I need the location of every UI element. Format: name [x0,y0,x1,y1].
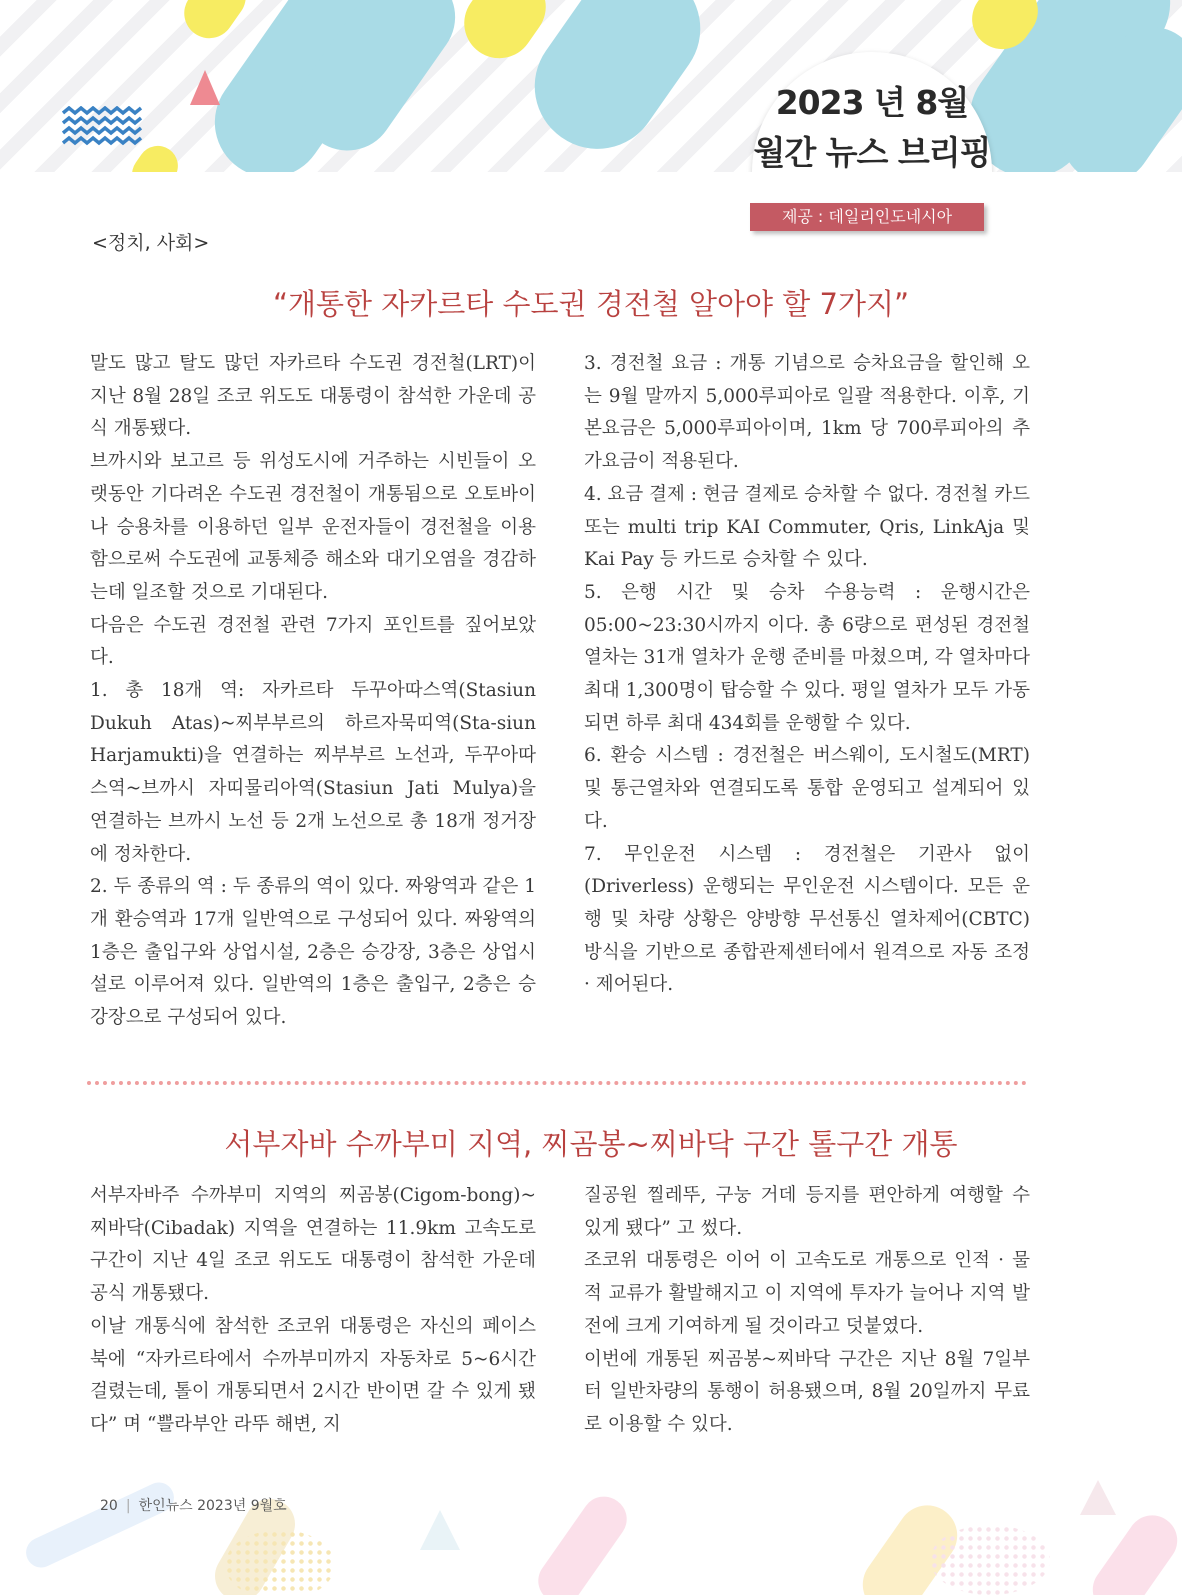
triangle-icon [420,1510,460,1550]
footer-decoration [0,1470,1182,1595]
credit-badge: 제공 : 데일리인도네시아 [750,203,984,231]
page-footer [100,1495,287,1515]
page-title-line2: 월간 뉴스 브리핑 [753,133,991,172]
footer-separator: | [125,1498,131,1514]
decorative-blob [510,0,724,172]
decorative-blob [174,0,255,48]
page-title [752,78,992,178]
decorative-blob [1083,1506,1182,1595]
wave-pattern-icon [62,106,144,152]
article1-right-column [584,348,1030,1002]
paragraph: 말도 많고 탈도 많던 자카르타 수도권 경전철(LRT)이 지난 8월 28일 조코 위도도 대통령이 참석한 가운데 공식 개통됐다. [90,353,536,440]
paragraph: 서부자바주 수까부미 지역의 찌곰봉(Cigom-bong)~찌바닥(Cibadak) 지역을 연결하는 11.9km 고속도로 구간이 지난 4일 조코 위도도 대통령이 참석한 가운데 공식 개통됐다. [90,1185,536,1305]
paragraph: 이번에 개통된 찌곰봉~찌바닥 구간은 지난 8월 7일부터 일반차량의 통행이 허용됐으며, 8월 20일까지 무료로 이용할 수 있다. [584,1348,1030,1435]
paragraph: 6. 환승 시스템 : 경전철은 버스웨이, 도시철도(MRT) 및 통근열차와 연결되도록 통합 운영되고 설계되어 있다. [584,745,1030,832]
paragraph: 다음은 수도권 경전철 관련 7가지 포인트를 짚어보았다. [90,614,536,669]
paragraph: 7. 무인운전 시스템 : 경전철은 기관사 없이(Driverless) 운행되는 무인운전 시스템이다. 모든 운행 및 차량 상황은 양방향 무선통신 열차제어(CBTC) 방식을 기반으로 종합관제센터에서 원격으로 자동 조정 · 제어된다. [584,843,1030,996]
dotted-divider [87,1081,1027,1085]
decorative-blob [21,1478,179,1573]
paragraph: 3. 경전철 요금 : 개통 기념으로 승차요금을 할인해 오는 9월 말까지 5,000루피아로 일괄 적용한다. 이후, 기본요금은 5,000루피아이며, 1km 당 700루피아의 추가요금이 적용된다. [584,353,1030,473]
dot-pattern-icon [225,1530,335,1595]
triangle-icon [190,70,220,105]
article2-right-column [584,1180,1030,1442]
article1-left-column [90,348,536,1035]
paragraph: 1. 총 18개 역: 자카르타 두꾸아따스역(Stasiun Dukuh Atas)~찌부부르의 하르자묵띠역(Sta-siun Harjamukti)을 연결하는 찌부부르 노선과, 두꾸아따스역~브까시 자띠물리아역(Stasiun Jati Mulya)을 연결하는 브까시 노선 등 2개 노선으로 총 18개 정거장에 정차한다. [90,680,536,865]
decorative-blob [530,1488,636,1595]
article2-headline: 서부자바 수까부미 지역, 찌곰봉~찌바닥 구간 톨구간 개통 [224,1127,958,1161]
triangle-icon [1080,1480,1116,1515]
paragraph: 2. 두 종류의 역 : 두 종류의 역이 있다. 짜왕역과 같은 1개 환승역과 17개 일반역으로 구성되어 있다. 짜왕역의 1층은 출입구와 상업시설, 2층은 승강장, 3층은 상업시설로 이루어져 있다. 일반역의 1층은 출입구, 2층은 승강장으로 구성되어 있다. [90,876,536,1029]
dot-pattern-icon [930,1525,1050,1595]
article2-left-column [90,1180,536,1442]
page-header [0,0,1182,172]
paragraph: 브까시와 보고르 등 위성도시에 거주하는 시빈들이 오랫동안 기다려온 수도권 경전철이 개통됨으로 오토바이나 승용차를 이용하던 일부 운전자들이 경전철을 이용함으로써 수도권에 교통체증 해소와 대기오염을 경감하는데 일조할 것으로 기대된다. [90,451,536,603]
paragraph: 4. 요금 결제 : 현금 결제로 승차할 수 없다. 경전철 카드 또는 multi trip KAI Commuter, Qris, LinkAja 및 Kai Pay 등 카드로 승차할 수 있다. [584,483,1030,571]
paragraph: 조코위 대통령은 이어 이 고속도로 개통으로 인적 · 물적 교류가 활발해지고 이 지역에 투자가 늘어나 지역 발전에 크게 기여하게 될 것이라고 덧붙였다. [584,1250,1030,1337]
page-title-line1: 2023 년 8월 [775,83,969,122]
section-label: <정치, 사회> [92,232,210,254]
paragraph: 질공원 찔레뚜, 구눙 거데 등지를 편안하게 여행할 수 있게 됐다” 고 썼다. [584,1185,1030,1239]
page-number: 20 [100,1498,118,1514]
publication-name: 한인뉴스 2023년 9월호 [138,1498,287,1514]
article1-headline: “개통한 자카르타 수도권 경전철 알아야 할 7가지” [272,287,910,321]
paragraph: 이날 개통식에 참석한 조코위 대통령은 자신의 페이스북에 “자카르타에서 수까부미까지 자동차로 5~6시간 걸렸는데, 톨이 개통되면서 2시간 반이면 갈 수 있게 됐다” 며 “쁠라부안 라뚜 해변, 지 [90,1315,536,1435]
paragraph: 5. 은행 시간 및 승차 수용능력 : 운행시간은 05:00~23:30시까지 이다. 총 6량으로 편성된 경전철 열차는 31개 열차가 운행 준비를 마쳤으며, 각 열차마다 최대 1,300명이 탑승할 수 있다. 평일 열차가 모두 가동되면 하루 최대 434회를 운행할 수 있다. [584,581,1030,734]
